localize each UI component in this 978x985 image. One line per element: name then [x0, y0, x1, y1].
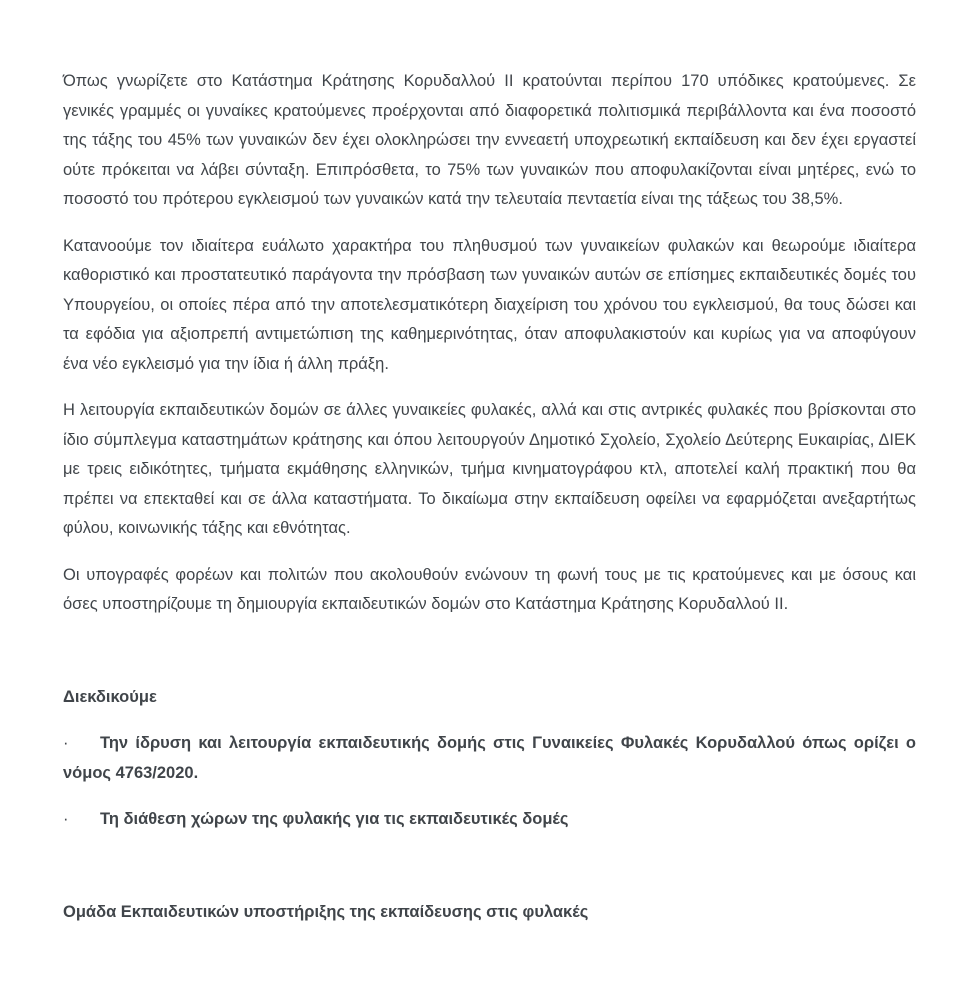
paragraph-intro-statistics: Όπως γνωρίζετε στο Κατάστημα Κράτησης Κορυδαλλού ΙΙ κρατούνται περίπου 170 υπόδικες κρατούμενες. Σε γενικές γραμμές οι γυναίκες κρατούμενες προέρχονται από διαφορετικά πολιτισμικά περιβάλλοντα και ένα ποσοστό της τάξης του 45% των γυναικών δεν έχει ολοκληρώσει την εννεαετή υποχρεωτική εκπαίδευση και δεν έχει εργαστεί ούτε πρόκειται να λάβει σύνταξη. Επιπρόσθετα, το 75% των γυναικών που αποφυλακίζονται είναι μητέρες, ενώ το ποσοστό του πρότερου εγκλεισμού των γυναικών κατά την τελευταία πενταετία είναι της τάξεως του 38,5%.: [63, 72, 916, 208]
bullet-marker-icon: ·: [63, 810, 69, 828]
paragraph-vulnerable-population: Κατανοούμε τον ιδιαίτερα ευάλωτο χαρακτήρα του πληθυσμού των γυναικείων φυλακών και θεωρούμε ιδιαίτερα καθοριστικό και προστατευτικό παράγοντα την πρόσβαση των γυναικών αυτών σε επίσημες εκπαιδευτικές δομές του Υπουργείου, οι οποίες πέρα από την αποτελεσματικότερη διαχείριση του χρόνου του εγκλεισμού, θα τους δώσει και τα εφόδια για αξιοπρεπή αντιμετώπιση της καθημερινότητας, όταν αποφυλακιστούν και κυρίως για να αποφύγουν ένα νέο εγκλεισμό για την ίδια ή άλλη πράξη.: [63, 236, 916, 373]
claim-item-2-text: Τη διάθεση χώρων της φυλακής για τις εκπαιδευτικές δομές: [100, 810, 569, 828]
claim-item-1-text: Την ίδρυση και λειτουργία εκπαιδευτικής δομής στις Γυναικείες Φυλακές Κορυδαλλού όπως ορίζει ο νόμος 4763/2020.: [63, 734, 916, 782]
paragraph-signatures-intro: Οι υπογραφές φορέων και πολιτών που ακολουθούν ενώνουν τη φωνή τους με τις κρατούμενες και με όσους και όσες υποστηρίζουμε τη δημιουργία εκπαιδευτικών δομών στο Κατάστημα Κράτησης Κορυδαλλού ΙΙ.: [63, 565, 916, 613]
bullet-marker-icon: ·: [63, 734, 69, 752]
claims-heading: Διεκδικούμε: [63, 687, 157, 706]
claim-item-1: [63, 729, 916, 788]
signature-line: Ομάδα Εκπαιδευτικών υποστήριξης της εκπαίδευσης στις φυλακές: [63, 902, 589, 921]
claim-item-2: [63, 805, 916, 835]
paragraph-good-practice: Η λειτουργία εκπαιδευτικών δομών σε άλλες γυναικείες φυλακές, αλλά και στις αντρικές φυλακές που βρίσκονται στο ίδιο σύμπλεγμα καταστημάτων κράτησης και όπου λειτουργούν Δημοτικό Σχολείο, Σχολείο Δεύτερης Ευκαιρίας, ΔΙΕΚ με τρεις ειδικότητες, τμήματα εκμάθησης ελληνικών, τμήμα κινηματογράφου κτλ, αποτελεί καλή πρακτική που θα πρέπει να επεκταθεί και σε άλλα καταστήματα. Το δικαίωμα στην εκπαίδευση οφείλει να εφαρμόζεται ανεξαρτήτως φύλου, κοινωνικής τάξης και εθνότητας.: [63, 401, 916, 537]
